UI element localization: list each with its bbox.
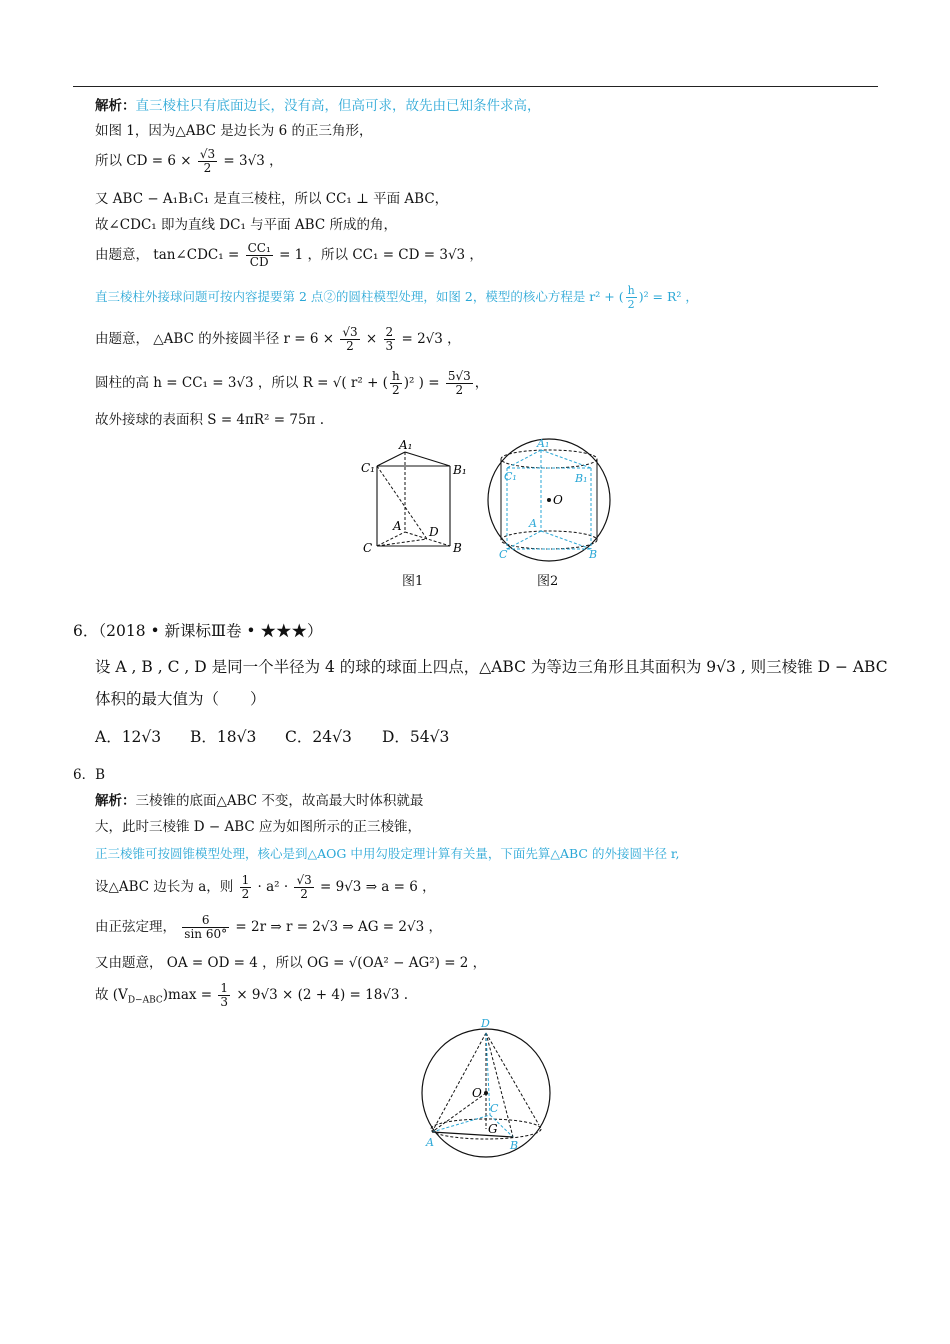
figure-1-caption: 图1	[402, 574, 424, 589]
fraction	[294, 874, 313, 901]
sol1-line-8	[95, 326, 461, 353]
numerator: √3	[342, 325, 358, 339]
label-C: C	[490, 1102, 499, 1115]
text: 设△ABC 边长为 a，则	[95, 879, 234, 895]
denominator: 2	[203, 161, 212, 175]
numerator: 1	[220, 981, 229, 995]
text: ×	[365, 331, 378, 347]
header-rule	[73, 86, 878, 87]
label-C: C	[363, 541, 373, 555]
denominator: 2	[241, 887, 250, 901]
text: × 9√3 × (2 + 4) = 18√3 .	[236, 987, 409, 1003]
denominator: sin 60°	[184, 927, 228, 941]
denominator: 2	[455, 383, 464, 397]
text: )² ) =	[403, 375, 440, 391]
figure-2-sphere	[485, 432, 615, 564]
numerator: h	[391, 369, 400, 383]
fraction	[240, 874, 252, 901]
text: = 1 ，所以 CC₁ = CD = 3√3 ，	[279, 247, 483, 263]
label-B: B	[453, 541, 462, 555]
fraction	[182, 914, 229, 941]
label-C1: C₁	[361, 461, 375, 475]
label-O: O	[472, 1086, 482, 1100]
sol2-line-6: 又由题意， OA = OD = 4 ，所以 OG = √(OA² − AG²) = 2 ，	[95, 955, 487, 971]
label-B1: B₁	[453, 463, 467, 477]
numerator: 2	[385, 325, 394, 339]
label-A1: A₁	[399, 438, 413, 452]
figure-3-pyramid	[418, 1015, 558, 1163]
label-D: D	[481, 1017, 490, 1030]
fraction	[218, 982, 230, 1009]
sol1-line-10: 故外接球的表面积 S = 4πR² = 75π .	[95, 412, 324, 428]
fraction	[390, 370, 402, 397]
label-C: C	[499, 548, 508, 561]
text: )² = R² ，	[638, 289, 698, 304]
label-B: B	[510, 1139, 519, 1152]
text: = 9√3 ⇒ a = 6 ，	[320, 879, 436, 895]
sol2-line-3: 正三棱锥可按圆锥模型处理，核心是到△AOG 中用勾股定理计算有关量，下面先算△ABC 的外接圆半径 r,	[95, 846, 680, 861]
text: 直三棱柱外接球问题可按内容提要第 2 点②的圆柱模型处理，如图 2，模型的核心方程是 r² + (	[95, 289, 624, 304]
subscript: D−ABC	[127, 995, 163, 1006]
label-O: O	[553, 493, 563, 507]
fraction	[198, 148, 217, 175]
sol1-line-9	[95, 370, 488, 397]
fraction	[384, 326, 396, 353]
figure-2-caption: 图2	[537, 574, 559, 589]
analysis-note: 直三棱柱只有底面边长，没有高，但高可求，故先由已知条件求高，	[135, 98, 541, 114]
text: 由题意， tan∠CDC₁ =	[95, 247, 240, 263]
text: 由题意， △ABC 的外接圆半径 r = 6 ×	[95, 331, 335, 347]
sol1-line-5: 故∠CDC₁ 即为直线 DC₁ 与平面 ABC 所成的角，	[95, 217, 397, 233]
sol2-line-4	[95, 874, 436, 901]
label-A: A	[426, 1136, 434, 1149]
label-C1: C₁	[504, 470, 517, 483]
analysis-label: 解析：	[95, 793, 136, 809]
sol1-line-1	[95, 97, 541, 115]
denominator: 3	[385, 339, 394, 353]
sol2-line-7	[95, 982, 408, 1010]
numerator: h	[627, 284, 635, 297]
text: 所以 CD = 6 ×	[95, 153, 192, 169]
answer: 6．B	[73, 767, 106, 783]
sol1-line-4: 又 ABC − A₁B₁C₁ 是直三棱柱，所以 CC₁ ⊥ 平面 ABC，	[95, 191, 449, 207]
text: )max =	[162, 987, 213, 1003]
option-d: D．54√3	[382, 728, 450, 746]
fraction	[246, 242, 273, 269]
sol1-line-6	[95, 242, 483, 269]
question-stem-2: 体积的最大值为（ ）	[95, 690, 266, 708]
label-B: B	[589, 548, 598, 561]
fraction	[446, 370, 473, 397]
denominator: 2	[392, 383, 400, 397]
figure-1-prism	[355, 432, 475, 564]
denominator: 2	[627, 298, 635, 311]
denominator: 3	[220, 995, 229, 1009]
question-stem-1: 设 A , B , C , D 是同一个半径为 4 的球的球面上四点，△ABC 为等边三角形且其面积为 9√3 , 则三棱锥 D − ABC	[95, 658, 888, 676]
denominator: 2	[346, 339, 354, 353]
question-header: 6．（2018 • 新课标Ⅲ卷 • ★★★）	[73, 622, 323, 640]
sol2-line-1	[95, 792, 423, 810]
label-G: G	[488, 1122, 498, 1136]
text: 三棱锥的底面△ABC 不变，故高最大时体积就最	[135, 793, 424, 809]
sol1-line-7	[95, 284, 698, 311]
label-A: A	[393, 519, 402, 533]
text: 故 (V	[95, 987, 128, 1003]
option-b: B．18√3	[190, 728, 257, 746]
denominator: 2	[300, 887, 308, 901]
option-c: C．24√3	[285, 728, 352, 746]
label-A1: A₁	[537, 437, 550, 450]
label-A: A	[529, 517, 537, 530]
text: · a² ·	[257, 879, 289, 895]
numerator: 1	[241, 873, 250, 887]
sol1-line-2: 如图 1，因为△ABC 是边长为 6 的正三角形，	[95, 123, 373, 139]
numerator: √3	[199, 147, 216, 161]
numerator: 5√3	[447, 369, 471, 383]
sol2-line-5	[95, 914, 442, 941]
sol1-line-3	[95, 148, 283, 175]
numerator: CC₁	[247, 241, 271, 255]
label-B1: B₁	[575, 472, 588, 485]
text: 由正弦定理，	[95, 919, 176, 935]
label-D: D	[429, 525, 439, 539]
denominator: CD	[249, 255, 269, 269]
option-a: A．12√3	[95, 728, 162, 746]
text: = 2r ⇒ r = 2√3 ⇒ AG = 2√3 ，	[235, 919, 442, 935]
text: 圆柱的高 h = CC₁ = 3√3 ，所以 R = √( r² + (	[95, 375, 388, 391]
text: = 3√3 ，	[223, 153, 283, 169]
numerator: 6	[182, 914, 229, 928]
fraction	[340, 326, 359, 353]
text: = 2√3 ，	[401, 331, 461, 347]
sol2-line-2: 大，此时三棱锥 D − ABC 应为如图所示的正三棱锥，	[95, 819, 422, 835]
text: ，	[474, 375, 489, 391]
analysis-label: 解析：	[95, 98, 136, 114]
fraction	[626, 284, 637, 311]
numerator: √3	[296, 873, 312, 887]
